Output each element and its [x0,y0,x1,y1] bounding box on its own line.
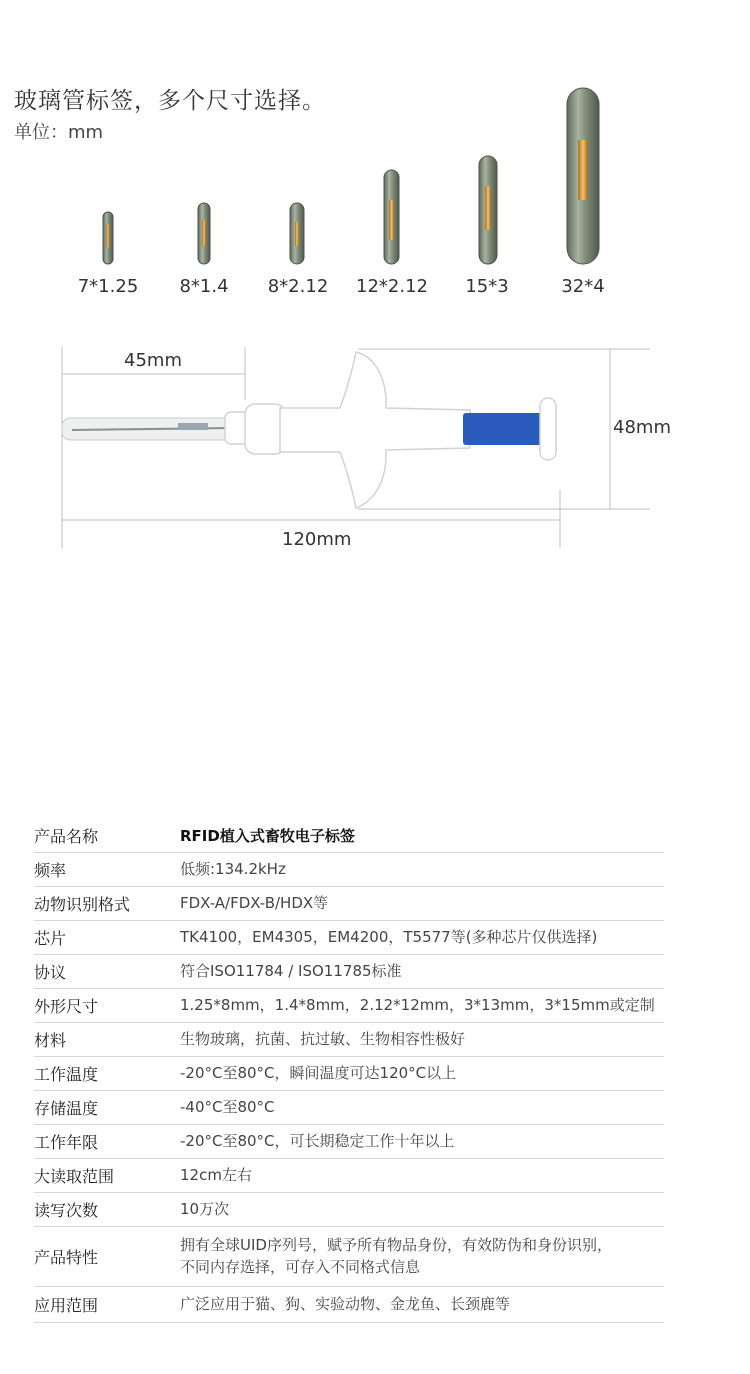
spec-key: 外形尺寸 [34,988,180,1022]
tube-8x2.12 [290,203,304,264]
spec-key: 材料 [34,1022,180,1056]
spec-row [34,820,664,852]
spec-key: 应用范围 [34,1286,180,1322]
size-label: 8*2.12 [267,276,329,297]
size-label: 15*3 [465,276,509,297]
syringe-plunger [463,398,556,460]
syringe-needle [62,418,240,440]
spec-row [34,988,664,1022]
unit-label: 单位：mm [14,122,104,143]
needle-length-label: 45mm [124,350,182,371]
spec-key: 读写次数 [34,1192,180,1226]
spec-value: RFID植入式畜牧电子标签 [180,820,664,852]
size-label: 7*1.25 [77,276,139,297]
size-label: 32*4 [561,276,605,297]
height-label: 48mm [613,417,671,438]
spec-value: 生物玻璃，抗菌、抗过敏、生物相容性极好 [180,1022,664,1056]
page-title: 玻璃管标签，多个尺寸选择。 [14,88,326,114]
spec-row [34,1090,664,1124]
spec-key: 工作温度 [34,1056,180,1090]
spec-value: 10万次 [180,1192,664,1226]
tube-7x1.25 [103,212,113,264]
spec-row [34,954,664,988]
spec-row [34,1226,664,1286]
spec-value: 广泛应用于猫、狗、实验动物、金龙鱼、长颈鹿等 [180,1286,664,1322]
spec-value: 1.25*8mm，1.4*8mm，2.12*12mm，3*13mm，3*15mm或定制 [180,988,664,1022]
spec-row [34,1022,664,1056]
spec-row [34,852,664,886]
spec-value: 拥有全球UID序列号，赋予所有物品身份，有效防伪和身份识别， 不同内存选择，可存入不同格式信息 [180,1226,664,1286]
spec-value: 12cm左右 [180,1158,664,1192]
spec-row [34,920,664,954]
spec-key: 大读取范围 [34,1158,180,1192]
total-length-label: 120mm [282,529,352,550]
spec-value: 符合ISO11784 / ISO11785标准 [180,954,664,988]
spec-value: TK4100，EM4305，EM4200，T5577等(多种芯片仅供选择) [180,920,664,954]
spec-key: 协议 [34,954,180,988]
spec-key: 芯片 [34,920,180,954]
tube-8x1.4 [198,203,210,264]
spec-row [34,1056,664,1090]
injector-syringe-illustration [0,330,750,560]
spec-row [34,1192,664,1226]
glass-tube-illustration [0,0,750,320]
size-label: 8*1.4 [179,276,229,297]
tube-12x2.12 [384,170,399,264]
spec-key: 频率 [34,852,180,886]
spec-row [34,1158,664,1192]
spec-value: -40°C至80°C [180,1090,664,1124]
spec-value: -20°C至80°C，瞬间温度可达120°C以上 [180,1056,664,1090]
spec-key: 产品名称 [34,820,180,852]
size-label: 12*2.12 [356,276,428,297]
spec-key: 产品特性 [34,1226,180,1286]
tube-32x4 [567,88,599,264]
spec-row [34,1124,664,1158]
spec-row [34,1286,664,1322]
syringe-body [225,352,470,508]
spec-key: 存储温度 [34,1090,180,1124]
spec-value: 低频:134.2kHz [180,852,664,886]
spec-value: -20°C至80°C，可长期稳定工作十年以上 [180,1124,664,1158]
spec-row [34,886,664,920]
spec-key: 工作年限 [34,1124,180,1158]
spec-value: FDX-A/FDX-B/HDX等 [180,886,664,920]
spec-table [34,820,664,1323]
spec-key: 动物识别格式 [34,886,180,920]
tube-15x3 [479,156,497,264]
